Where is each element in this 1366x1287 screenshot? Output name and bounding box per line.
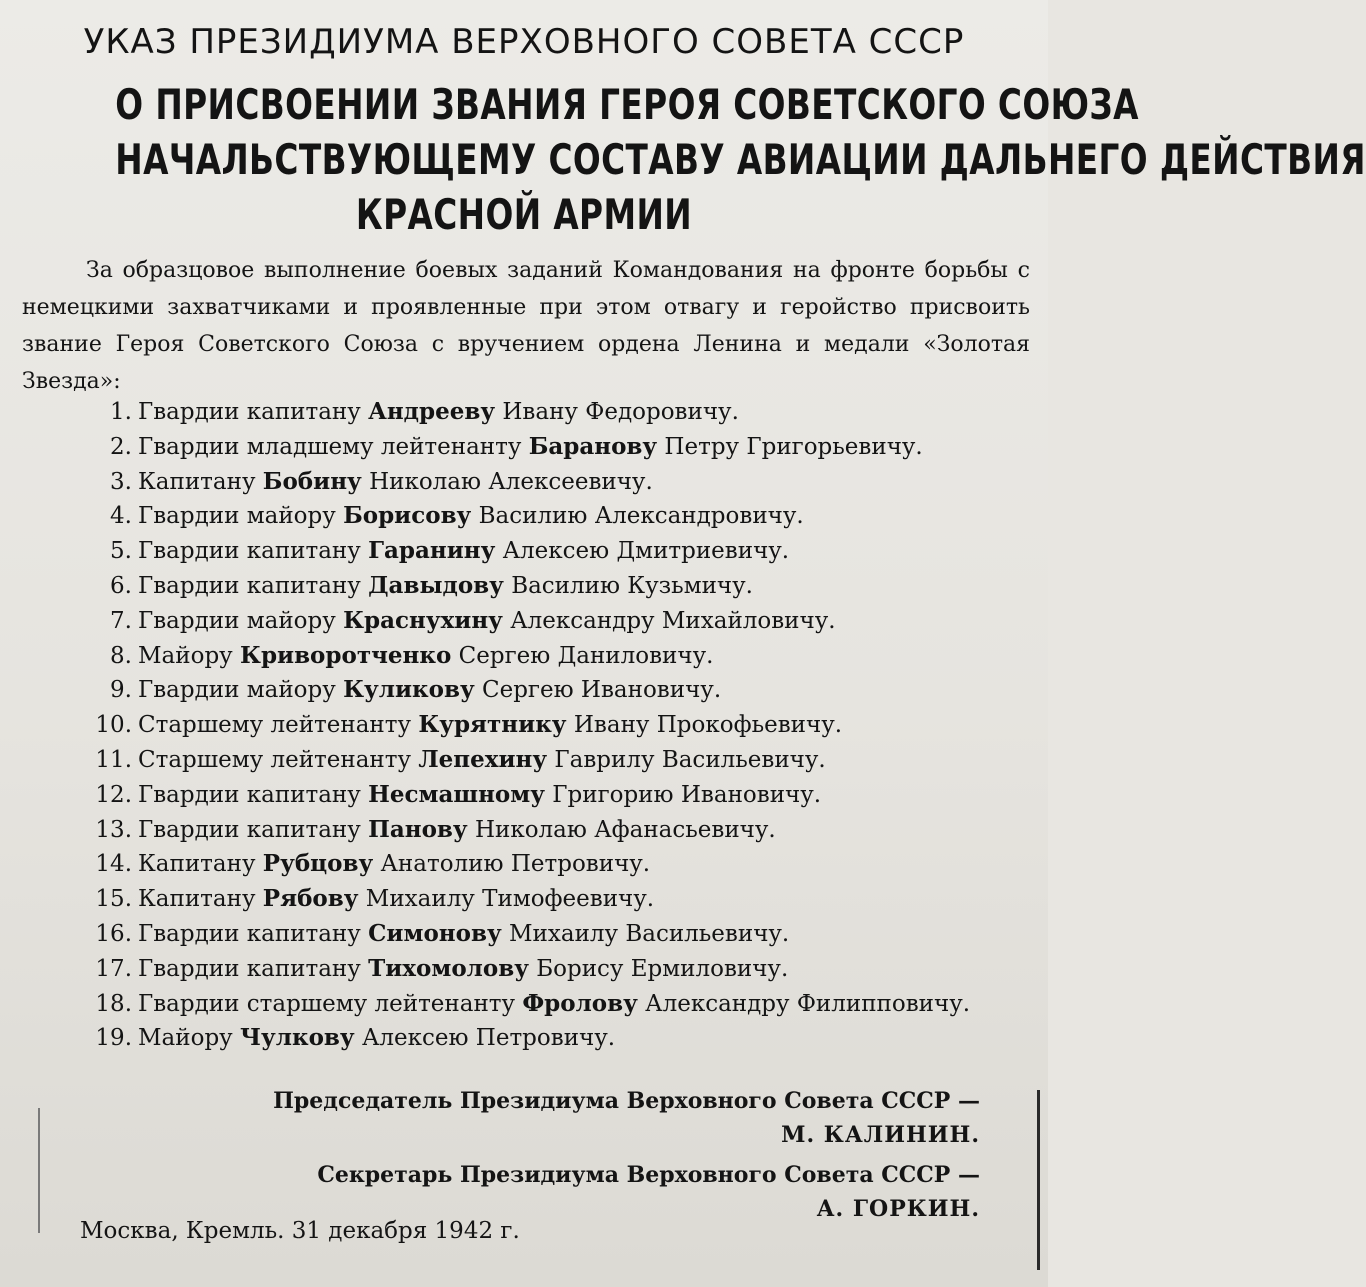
awardee-given-names: Николаю Афанасьевичу. [474, 816, 776, 843]
awardee-surname: Тихомолову [368, 954, 529, 982]
awardee-given-names: Григорию Ивановичу. [552, 781, 822, 808]
chairman-name: М. КАЛИНИН. [781, 1122, 980, 1148]
awardee-surname: Несмашному [368, 780, 545, 808]
awardee-given-names: Ивану Федоровичу. [502, 399, 739, 425]
awardee-rank: Гвардии капитану [138, 955, 361, 982]
chairman-title: Председатель Президиума Верховного Совета СССР — [273, 1088, 980, 1114]
awardee-given-names: Михаилу Тимофеевичу. [365, 886, 655, 913]
awardee-surname: Андрееву [368, 398, 496, 425]
awardee-surname: Рябову [262, 885, 359, 913]
awardee-row [78, 395, 1038, 430]
awardee-given-names: Василию Александровичу. [478, 503, 804, 530]
column-rule [1037, 1090, 1040, 1270]
awardee-given-names: Василию Кузьмичу. [511, 572, 753, 599]
awardee-row [78, 569, 1038, 604]
awardee-rank: Гвардии майору [138, 677, 336, 704]
awardee-number: 14. [95, 851, 132, 878]
awardee-rank: Старшему лейтенанту [138, 712, 412, 739]
awardee-row [78, 743, 1038, 778]
awardee-rank: Майору [138, 642, 233, 669]
awardee-number: 1. [110, 399, 132, 425]
awardee-number: 17. [95, 955, 132, 982]
awardee-number: 8. [110, 642, 132, 669]
awardee-number: 9. [110, 677, 132, 704]
awardee-given-names: Александру Михайловичу. [510, 607, 836, 634]
awardee-number: 5. [110, 538, 132, 565]
awardee-surname: Панову [368, 815, 468, 843]
awardee-given-names: Анатолию Петровичу. [380, 851, 651, 878]
awardee-surname: Курятнику [418, 711, 567, 739]
awardee-row [78, 499, 1038, 534]
awardee-number: 15. [95, 886, 132, 913]
awardee-surname: Борисову [343, 502, 472, 530]
awardee-rank: Гвардии старшему лейтенанту [138, 990, 516, 1017]
awardee-row [78, 708, 1038, 743]
awardee-given-names: Петру Григорьевичу. [664, 433, 923, 460]
awardee-surname: Лепехину [418, 745, 548, 773]
awardee-given-names: Александру Филипповичу. [645, 990, 971, 1017]
awardee-row [78, 882, 1038, 917]
awardee-surname: Симонову [368, 919, 502, 947]
awardee-number: 6. [110, 572, 132, 599]
decree-title-line-1: О ПРИСВОЕНИИ ЗВАНИЯ ГЕРОЯ СОВЕТСКОГО СОЮЗА [115, 80, 1139, 129]
awardee-given-names: Алексею Петровичу. [361, 1025, 616, 1052]
margin-rule [38, 1108, 40, 1233]
awardee-rank: Гвардии капитану [138, 572, 361, 599]
awardee-given-names: Михаилу Васильевичу. [509, 920, 790, 947]
awardee-number: 18. [95, 990, 132, 1017]
awardee-rank: Старшему лейтенанту [138, 746, 412, 773]
awardee-rank: Гвардии капитану [138, 920, 361, 947]
awardee-row [78, 778, 1038, 813]
awardee-number: 11. [95, 746, 132, 773]
awardee-number: 3. [110, 468, 132, 495]
awardee-row [78, 847, 1038, 882]
awardee-number: 2. [110, 433, 132, 460]
awardee-surname: Криворотченко [240, 641, 452, 669]
awardee-rank: Гвардии младшему лейтенанту [138, 433, 522, 460]
awardee-surname: Бобину [262, 467, 362, 495]
awardee-surname: Куликову [343, 676, 475, 704]
awardee-row [78, 987, 1038, 1022]
awardee-surname: Гаранину [368, 537, 496, 565]
awardee-row [78, 465, 1038, 500]
awardee-given-names: Сергею Ивановичу. [481, 677, 722, 704]
awardee-rank: Гвардии капитану [138, 781, 361, 808]
awardee-number: 19. [95, 1025, 132, 1052]
awardee-number: 4. [110, 503, 132, 530]
place-and-date: Москва, Кремль. 31 декабря 1942 г. [80, 1218, 520, 1244]
awardee-given-names: Алексею Дмитриевичу. [502, 538, 790, 565]
awardee-row [78, 917, 1038, 952]
awardee-row [78, 534, 1038, 569]
decree-kicker: УКАЗ ПРЕЗИДИУМА ВЕРХОВНОГО СОВЕТА СССР [83, 22, 965, 62]
awardee-rank: Гвардии майору [138, 503, 336, 530]
awardee-number: 12. [95, 781, 132, 808]
awardee-surname: Баранову [528, 432, 658, 460]
awardee-surname: Рубцову [262, 850, 374, 878]
awardee-surname: Чулкову [240, 1024, 355, 1052]
awardee-rank: Майору [138, 1025, 233, 1052]
awardee-rank: Капитану [138, 886, 256, 913]
awardee-list [78, 395, 1038, 1056]
awardee-row [78, 604, 1038, 639]
awardee-surname: Фролову [522, 989, 638, 1017]
awardee-given-names: Сергею Даниловичу. [458, 642, 714, 669]
secretary-title: Секретарь Президиума Верховного Совета СССР — [317, 1162, 980, 1188]
decree-title-line-2: НАЧАЛЬСТВУЮЩЕМУ СОСТАВУ АВИАЦИИ ДАЛЬНЕГО ДЕЙСТВИЯ [115, 135, 1366, 184]
awardee-given-names: Гаврилу Васильевичу. [554, 746, 826, 773]
awardee-rank: Гвардии майору [138, 607, 336, 634]
awardee-rank: Гвардии капитану [138, 399, 361, 425]
awardee-rank: Капитану [138, 851, 256, 878]
awardee-row [78, 430, 1038, 465]
awardee-surname: Краснухину [343, 606, 503, 634]
awardee-surname: Давыдову [368, 571, 504, 599]
awardee-rank: Гвардии капитану [138, 816, 361, 843]
awardee-number: 10. [95, 712, 132, 739]
awardee-rank: Капитану [138, 468, 256, 495]
awardee-row [78, 639, 1038, 674]
awardee-row [78, 952, 1038, 987]
awardee-given-names: Борису Ермиловичу. [536, 955, 789, 982]
awardee-row [78, 1021, 1038, 1056]
secretary-name: А. ГОРКИН. [816, 1196, 980, 1222]
awardee-given-names: Николаю Алексеевичу. [369, 468, 653, 495]
decree-title-line-3: КРАСНОЙ АРМИИ [355, 190, 693, 239]
awardee-number: 13. [95, 816, 132, 843]
awardee-row [78, 673, 1038, 708]
awardee-rank: Гвардии капитану [138, 538, 361, 565]
awardee-number: 16. [95, 920, 132, 947]
awardee-number: 7. [110, 607, 132, 634]
awardee-given-names: Ивану Прокофьевичу. [573, 712, 843, 739]
awardee-row [78, 813, 1038, 848]
decree-preamble: За образцовое выполнение боевых заданий Командования на фронте борьбы с немецкими захватчиками и проявленные при этом отвагу и геройство присвоить звание Героя Советского Союза с вручением ордена Ленина и медали «Золотая Звезда»: [22, 258, 1030, 394]
